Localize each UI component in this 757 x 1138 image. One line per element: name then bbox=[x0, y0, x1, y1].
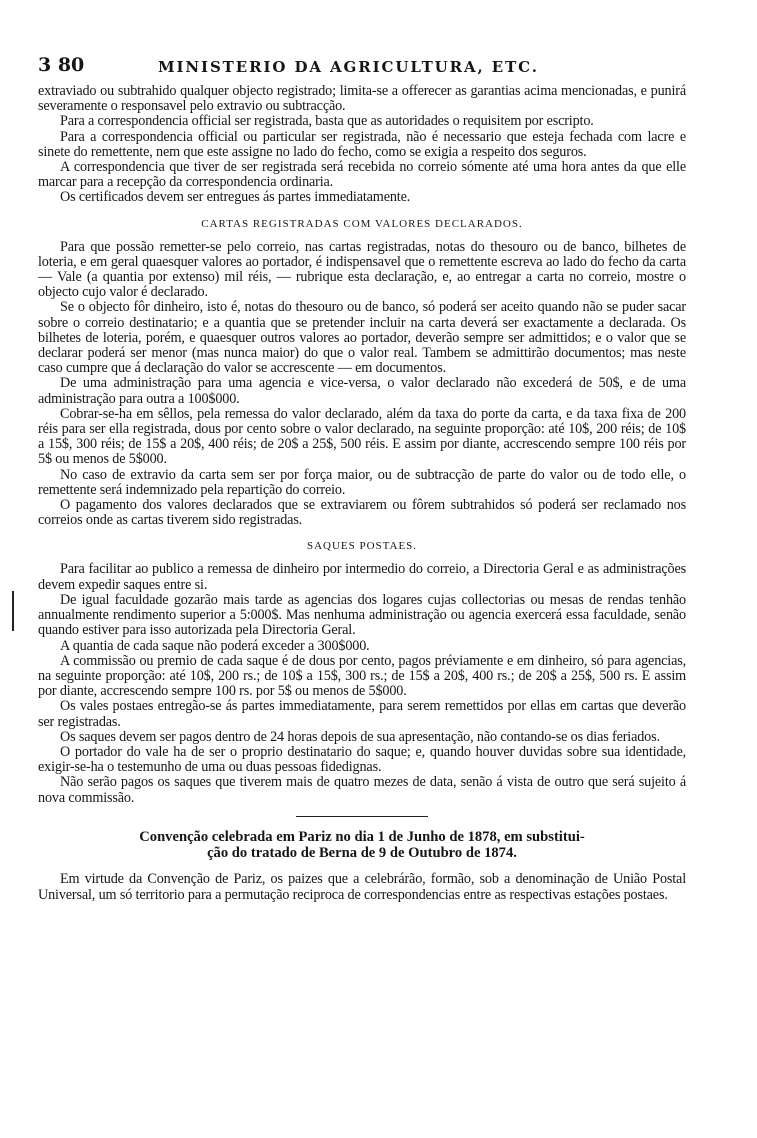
paragraph: Para facilitar ao publico a remessa de dinheiro por intermedio do correio, a Directoria Geral e as administrações devem expedir saques entre si. bbox=[38, 561, 686, 593]
paragraph: O portador do vale ha de ser o proprio destinatario do saque; e, quando houver duvidas sobre sua identidade, exigir-se-ha o testemunho de uma ou duas pessoas fidedignas. bbox=[38, 743, 686, 776]
convention-title-line: Convenção celebrada em Pariz no dia 1 de Junho de 1878, em substitui- bbox=[139, 828, 585, 845]
paragraph: De uma administração para uma agencia e vice-versa, o valor declarado não excederá de 50$, e de uma administração para outra a 100$000. bbox=[38, 375, 686, 407]
paragraph: Os vales postaes entregão-se ás partes immediatamente, para serem remettidos por ellas em cartas que deverão ser registradas. bbox=[38, 698, 686, 730]
convention-title bbox=[38, 829, 686, 861]
paragraph: Para que possão remetter-se pelo correio, nas cartas registradas, notas do thesouro ou de banco, bilhetes de loteria, e em geral quaesquer valores ao portador, é indispensavel que o remettente escreva ao lado do fecho da carta — Vale (a quantia por extenso) mil réis, — rubrique esta declaração, e, ao entregar a carta no correio, mostre o objecto cujo valor é declarado. bbox=[38, 238, 686, 301]
paragraph: Os certificados devem ser entregues ás partes immediatamente. bbox=[60, 189, 411, 206]
section-heading-cartas: CARTAS REGISTRADAS COM VALORES DECLARADOS. bbox=[201, 217, 523, 230]
running-title: MINISTERIO DA AGRICULTURA, ETC. bbox=[158, 58, 539, 76]
paragraph: No caso de extravio da carta sem ser por força maior, ou de subtracção de parte do valor ou de todo elle, o remettente será indemnizado pela repartição do correio. bbox=[38, 466, 686, 498]
paragraph: De igual faculdade gozarão mais tarde as agencias dos logares cujas collectorias ou mesas de rendas tenhão annualmente rendimento superior a 5:000$. Mas nenhuma administração ou agencia exercerá essa faculdade, senão quando estiver para isso autorizada pela Directoria Geral. bbox=[38, 591, 686, 639]
margin-mark bbox=[12, 591, 14, 631]
paragraph: Os saques devem ser pagos dentro de 24 horas depois de sua apresentação, não contando-se os dias feriados. bbox=[60, 728, 660, 745]
paragraph: Em virtude da Convenção de Pariz, os paizes que a celebrárão, formão, sob a denominação de União Postal Universal, um só territorio para a permutação reciproca de correspondencias entre as respectivas estações postaes. bbox=[38, 870, 686, 903]
page-header bbox=[38, 54, 686, 84]
paragraph: A quantia de cada saque não poderá exceder a 300$000. bbox=[60, 637, 370, 654]
document-page bbox=[38, 54, 686, 903]
section-divider bbox=[296, 816, 428, 817]
paragraph: Se o objecto fôr dinheiro, isto é, notas do thesouro ou de banco, só poderá ser aceito quando não se puder sacar sobre o correio destinatario; e a quantia que se pretender incluir na carta deverá ser exactamente a declarada. Os bilhetes de loteria, porém, e quaesquer outros valores ao portador, deverão sempre ser admittidos; e o valor que se declarar poderá ser menor (mas nunca maior) do que o valor real. Tambem se admittirão documentos; mas neste caso cumpre que á declaração do valor se accrescente — em documentos. bbox=[38, 299, 686, 377]
section-heading-saques: SAQUES POSTAES. bbox=[306, 540, 418, 553]
paragraph: extraviado ou subtrahido qualquer objecto registrado; limita-se a offerecer as garantias acima mencionadas, e punirá severamente o responsavel pelo extravio ou subtracção. bbox=[38, 83, 686, 115]
convention-title-line: ção do tratado de Berna de 9 de Outubro de 1874. bbox=[207, 844, 517, 861]
paragraph: A commissão ou premio de cada saque é de dous por cento, pagos préviamente e em dinheiro, só para agencias, na seguinte proporção: até 10$, 200 rs.; de 10$ a 15$, 300 rs.; de 15$ a 20$, 400 rs.; de 20$ a 25$, 500 rs. E assim por diante, accrescendo sempre 100 rs. por 5$ ou menos de 5$000. bbox=[38, 652, 686, 700]
paragraph: Não serão pagos os saques que tiverem mais de quatro mezes de data, senão á vista de outro que será sujeito á nova commissão. bbox=[38, 774, 686, 806]
paragraph: Para a correspondencia official ou particular ser registrada, não é necessario que esteja fechada com lacre e sinete do remettente, nem que este assigne no lado do fecho, como se exigia a respeito dos seguros. bbox=[38, 128, 686, 160]
paragraph: Cobrar-se-ha em sêllos, pela remessa do valor declarado, além da taxa do porte da carta, e da taxa fixa de 200 réis para ser ella registrada, dous por cento sobre o valor declarado, na seguinte proporção: até 10$, 200 réis; de 10$ a 15$, 300 réis; de 15$ a 20$, 400 réis; de 20$ a 25$, 500 réis. E assim por diante, accrescendo sempre 100 réis por 5$ ou menos de 5$000. bbox=[38, 405, 686, 468]
paragraph: O pagamento dos valores declarados que se extraviarem ou fôrem subtrahidos só poderá ser reclamado nos correios onde as cartas tiverem sido registradas. bbox=[38, 497, 686, 529]
paragraph: A correspondencia que tiver de ser registrada será recebida no correio sómente até uma hora antes da que elle marcar para a recepção da correspondencia ordinaria. bbox=[38, 159, 686, 191]
paragraph: Para a correspondencia official ser registrada, basta que as autoridades o requisitem por escripto. bbox=[60, 113, 594, 130]
page-number: 3 80 bbox=[38, 54, 85, 76]
